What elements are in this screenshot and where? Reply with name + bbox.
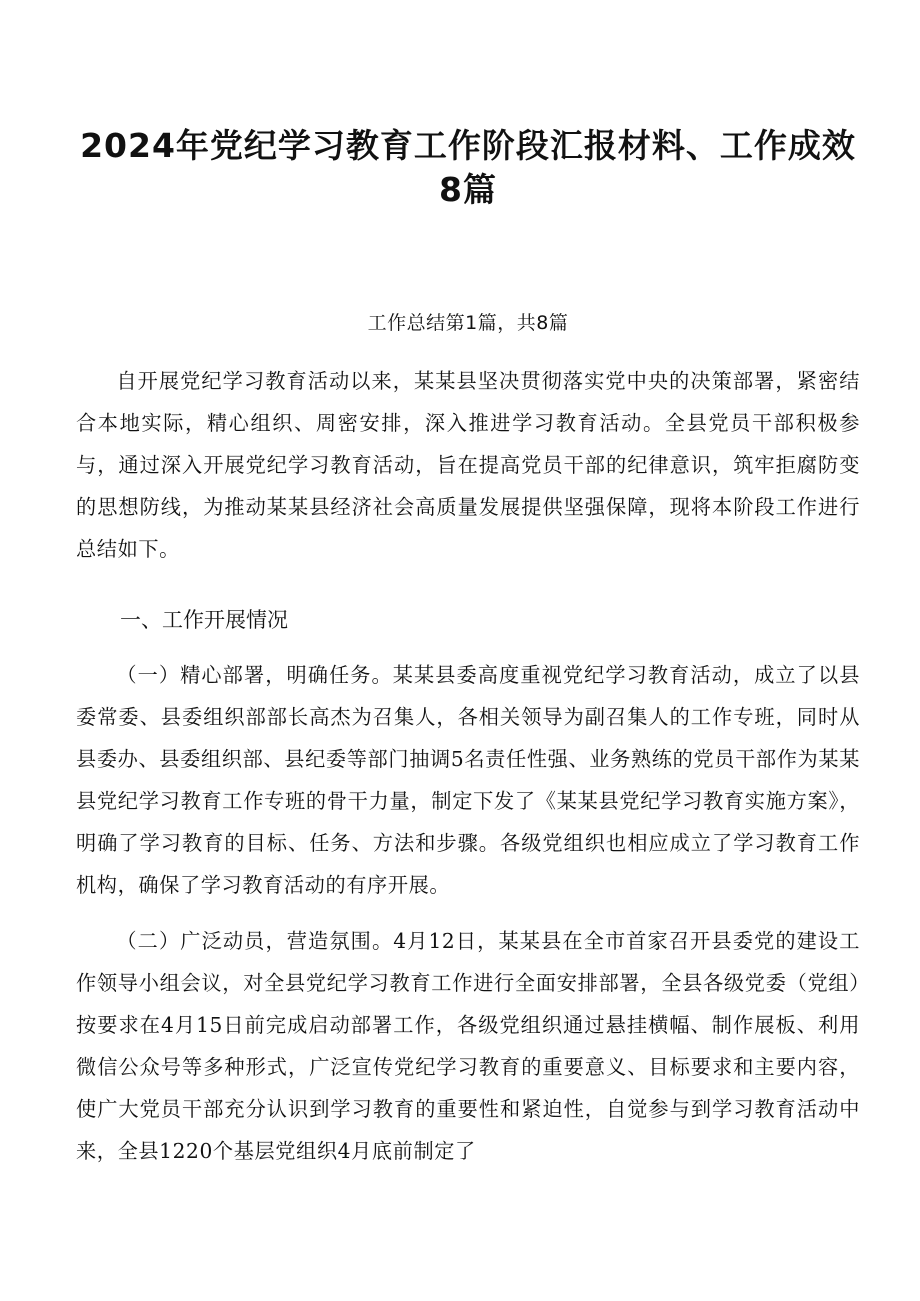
document-title-line-2: 8篇 — [439, 170, 497, 209]
document-title — [76, 124, 860, 212]
section-1-paragraph-2: （二）广泛动员，营造氛围。4月12日，某某县在全市首家召开县委党的建设工作领导小组会议，对全县党纪学习教育工作进行全面安排部署，全县各级党委（党组）按要求在4月15日前完成启动部署工作，各级党组织通过悬挂横幅、制作展板、利用微信公众号等多种形式，广泛宣传党纪学习教育的重要意义、目标要求和主要内容，使广大党员干部充分认识到学习教育的重要性和紧迫性，自觉参与到学习教育活动中来，全县1220个基层党组织4月底前制定了 — [76, 929, 860, 1163]
section-heading-1: 一、工作开展情况 — [120, 608, 288, 632]
intro-paragraph: 自开展党纪学习教育活动以来，某某县坚决贯彻落实党中央的决策部署，紧密结合本地实际，精心组织、周密安排，深入推进学习教育活动。全县党员干部积极参与，通过深入开展党纪学习教育活动，旨在提高党员干部的纪律意识，筑牢拒腐防变的思想防线，为推动某某县经济社会高质量发展提供坚强保障，现将本阶段工作进行总结如下。 — [76, 369, 860, 561]
document-title-line-1: 2024年党纪学习教育工作阶段汇报材料、工作成效 — [80, 126, 856, 165]
section-1-paragraph-1: （一）精心部署，明确任务。某某县委高度重视党纪学习教育活动，成立了以县委常委、县委组织部部长高杰为召集人，各相关领导为副召集人的工作专班，同时从县委办、县委组织部、县纪委等部门抽调5名责任性强、业务熟练的党员干部作为某某县党纪学习教育工作专班的骨干力量，制定下发了《某某县党纪学习教育实施方案》，明确了学习教育的目标、任务、方法和步骤。各级党组织也相应成立了学习教育工作机构，确保了学习教育活动的有序开展。 — [76, 663, 860, 897]
document-subtitle: 工作总结第1篇，共8篇 — [367, 312, 569, 334]
